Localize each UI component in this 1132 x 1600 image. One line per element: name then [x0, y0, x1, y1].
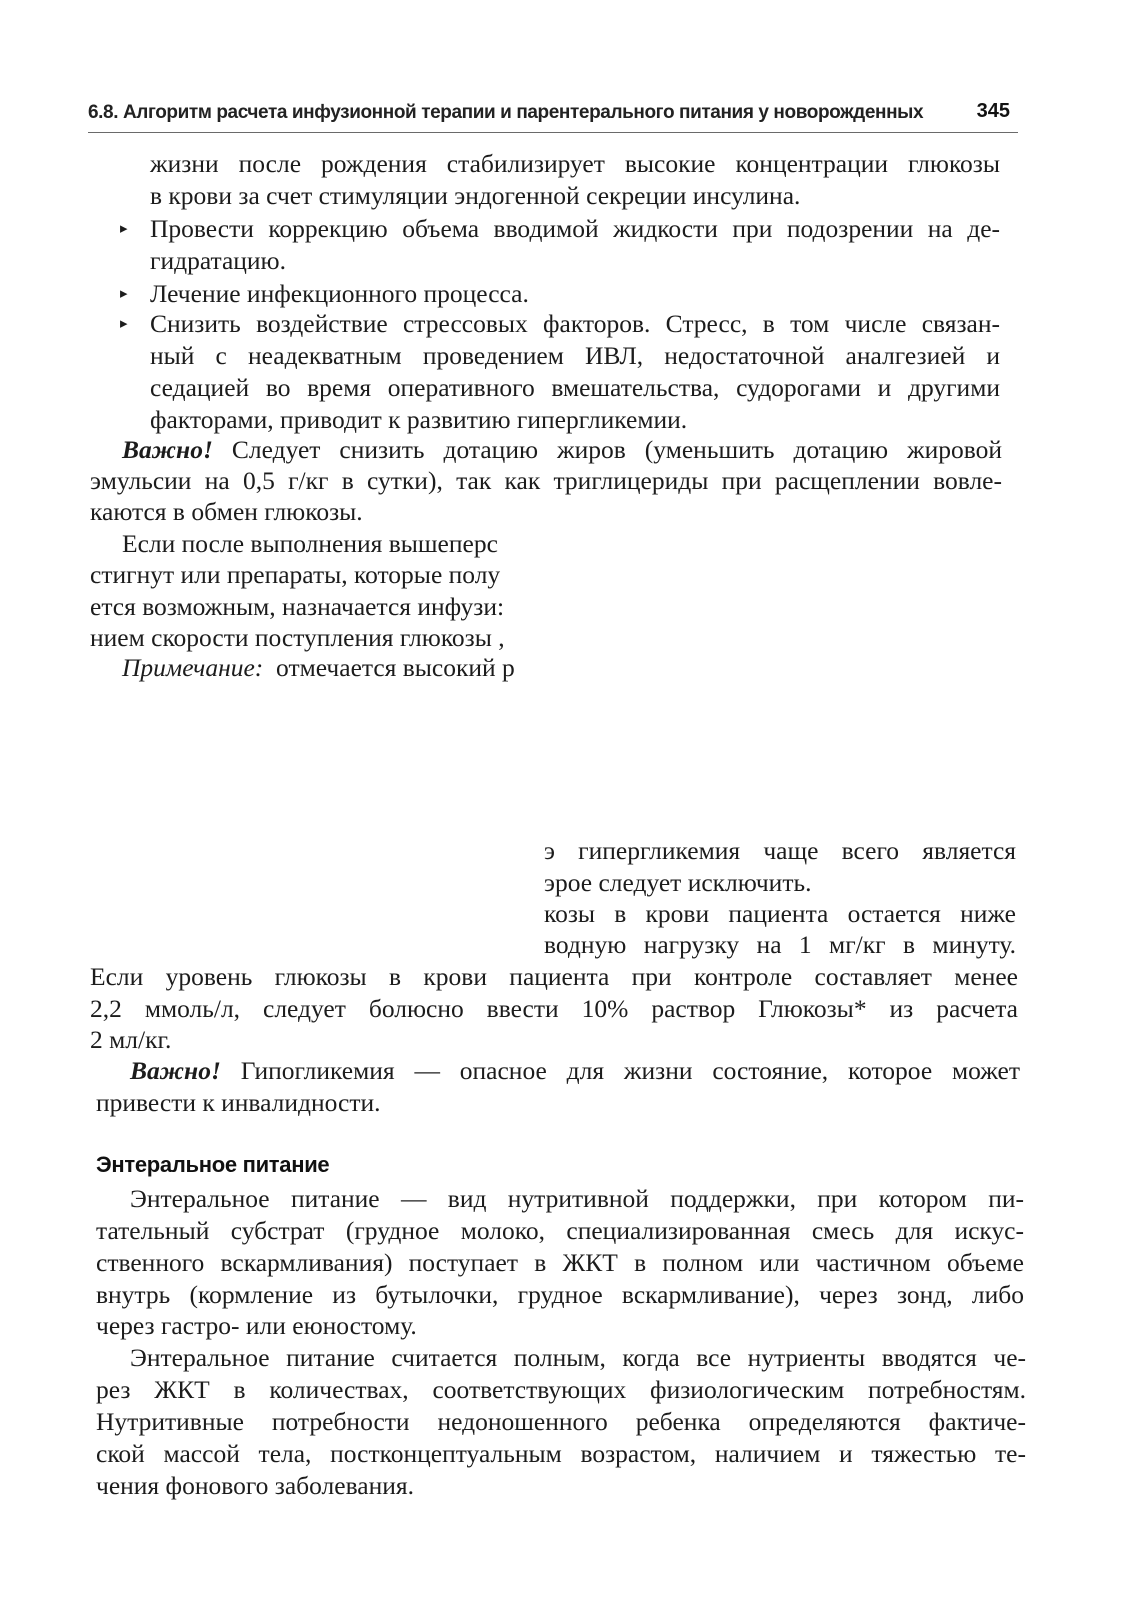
bullet-text-line: гидратацию. — [150, 246, 286, 275]
bullet-text-line: Снизить воздействие стрессовых факторов. Стресс, в том числе связан- — [150, 309, 1000, 338]
important-note-line: эмульсии на 0,5 г/кг в сутки), так как триглицериды при расщеплении вовле- — [90, 466, 1002, 495]
text-line: ется возможным, назначается инфузи: — [90, 592, 505, 621]
important-label: Важно! — [130, 1056, 221, 1085]
bullet-marker: ▸ — [120, 286, 128, 302]
paragraph-line: Нутритивные потребности недоношенного ребенка определяются фактиче- — [96, 1407, 1026, 1436]
important-note-line: привести к инвалидности. — [96, 1088, 381, 1117]
section-heading: Энтеральное питание — [96, 1152, 330, 1177]
page-number: 345 — [976, 100, 1010, 122]
text-line: козы в крови пациента остается ниже — [544, 899, 1016, 928]
text-line: Если после выполнения вышеперс — [122, 529, 498, 558]
text-line: жизни после рождения стабилизирует высокие концентрации глюкозы — [150, 149, 1000, 178]
text-line: стигнут или препараты, которые полу — [90, 560, 501, 589]
bullet-text-line: факторами, приводит к развитию гипергликемии. — [150, 405, 688, 434]
text-line: эрое следует исключить. — [544, 868, 812, 897]
text-line: 2 мл/кг. — [90, 1025, 172, 1054]
important-label: Важно! — [122, 435, 213, 464]
running-title: 6.8. Алгоритм расчета инфузионной терапии и парентерального питания у новорожденных — [88, 102, 924, 123]
note-line: Примечание: отмечается высокий р — [122, 653, 515, 682]
important-note-line: Важно! Гипогликемия — опасное для жизни состояние, которое может — [130, 1056, 1020, 1085]
bullet-text-line: Лечение инфекционного процесса. — [150, 279, 529, 308]
running-header — [88, 98, 1018, 133]
note-label: Примечание: — [122, 653, 264, 682]
text-line: Если уровень глюкозы в крови пациента при контроле составляет менее — [90, 962, 1018, 991]
paragraph-line: ственного вскармливания) поступает в ЖКТ в полном или частичном объеме — [96, 1248, 1024, 1277]
paragraph-line: внутрь (кормление из бутылочки, грудное вскармливание), через зонд, либо — [96, 1280, 1024, 1309]
bullet-text-line: Провести коррекцию объема вводимой жидкости при подозрении на де- — [150, 214, 1000, 243]
important-note-line: каются в обмен глюкозы. — [90, 497, 363, 526]
paragraph-line: чения фонового заболевания. — [96, 1471, 415, 1500]
text-line: водную нагрузку на 1 мг/кг в минуту. — [544, 930, 1016, 959]
text-line: нием скорости поступления глюкозы , — [90, 623, 505, 652]
bullet-text-line: седацией во время оперативного вмешательства, судорогами и другими — [150, 373, 1000, 402]
text-line: э гипергликемия чаще всего является — [544, 836, 1016, 865]
important-note-line: Важно! Следует снизить дотацию жиров (уменьшить дотацию жировой — [122, 435, 1003, 464]
paragraph-line: тательный субстрат (грудное молоко, специализированная смесь для искус- — [96, 1216, 1024, 1245]
paragraph-line: Энтеральное питание считается полным, когда все нутриенты вводятся че- — [130, 1343, 1026, 1372]
text-line: в крови за счет стимуляции эндогенной секреции инсулина. — [150, 181, 801, 210]
bullet-marker: ▸ — [120, 316, 128, 332]
blank-region — [556, 526, 1026, 826]
bullet-text-line: ный с неадекватным проведением ИВЛ, недостаточной аналгезией и — [150, 341, 1000, 370]
bullet-marker: ▸ — [120, 221, 128, 237]
paragraph-line: через гастро- или еюностому. — [96, 1311, 417, 1340]
paragraph-line: Энтеральное питание — вид нутритивной поддержки, при котором пи- — [130, 1184, 1024, 1213]
paragraph-line: рез ЖКТ в количествах, соответствующих физиологическим потребностям. — [96, 1375, 1026, 1404]
text-line: 2,2 ммоль/л, следует болюсно ввести 10% раствор Глюкозы* из расчета — [90, 994, 1018, 1023]
paragraph-line: ской массой тела, постконцептуальным возрастом, наличием и тяжестью те- — [96, 1439, 1026, 1468]
